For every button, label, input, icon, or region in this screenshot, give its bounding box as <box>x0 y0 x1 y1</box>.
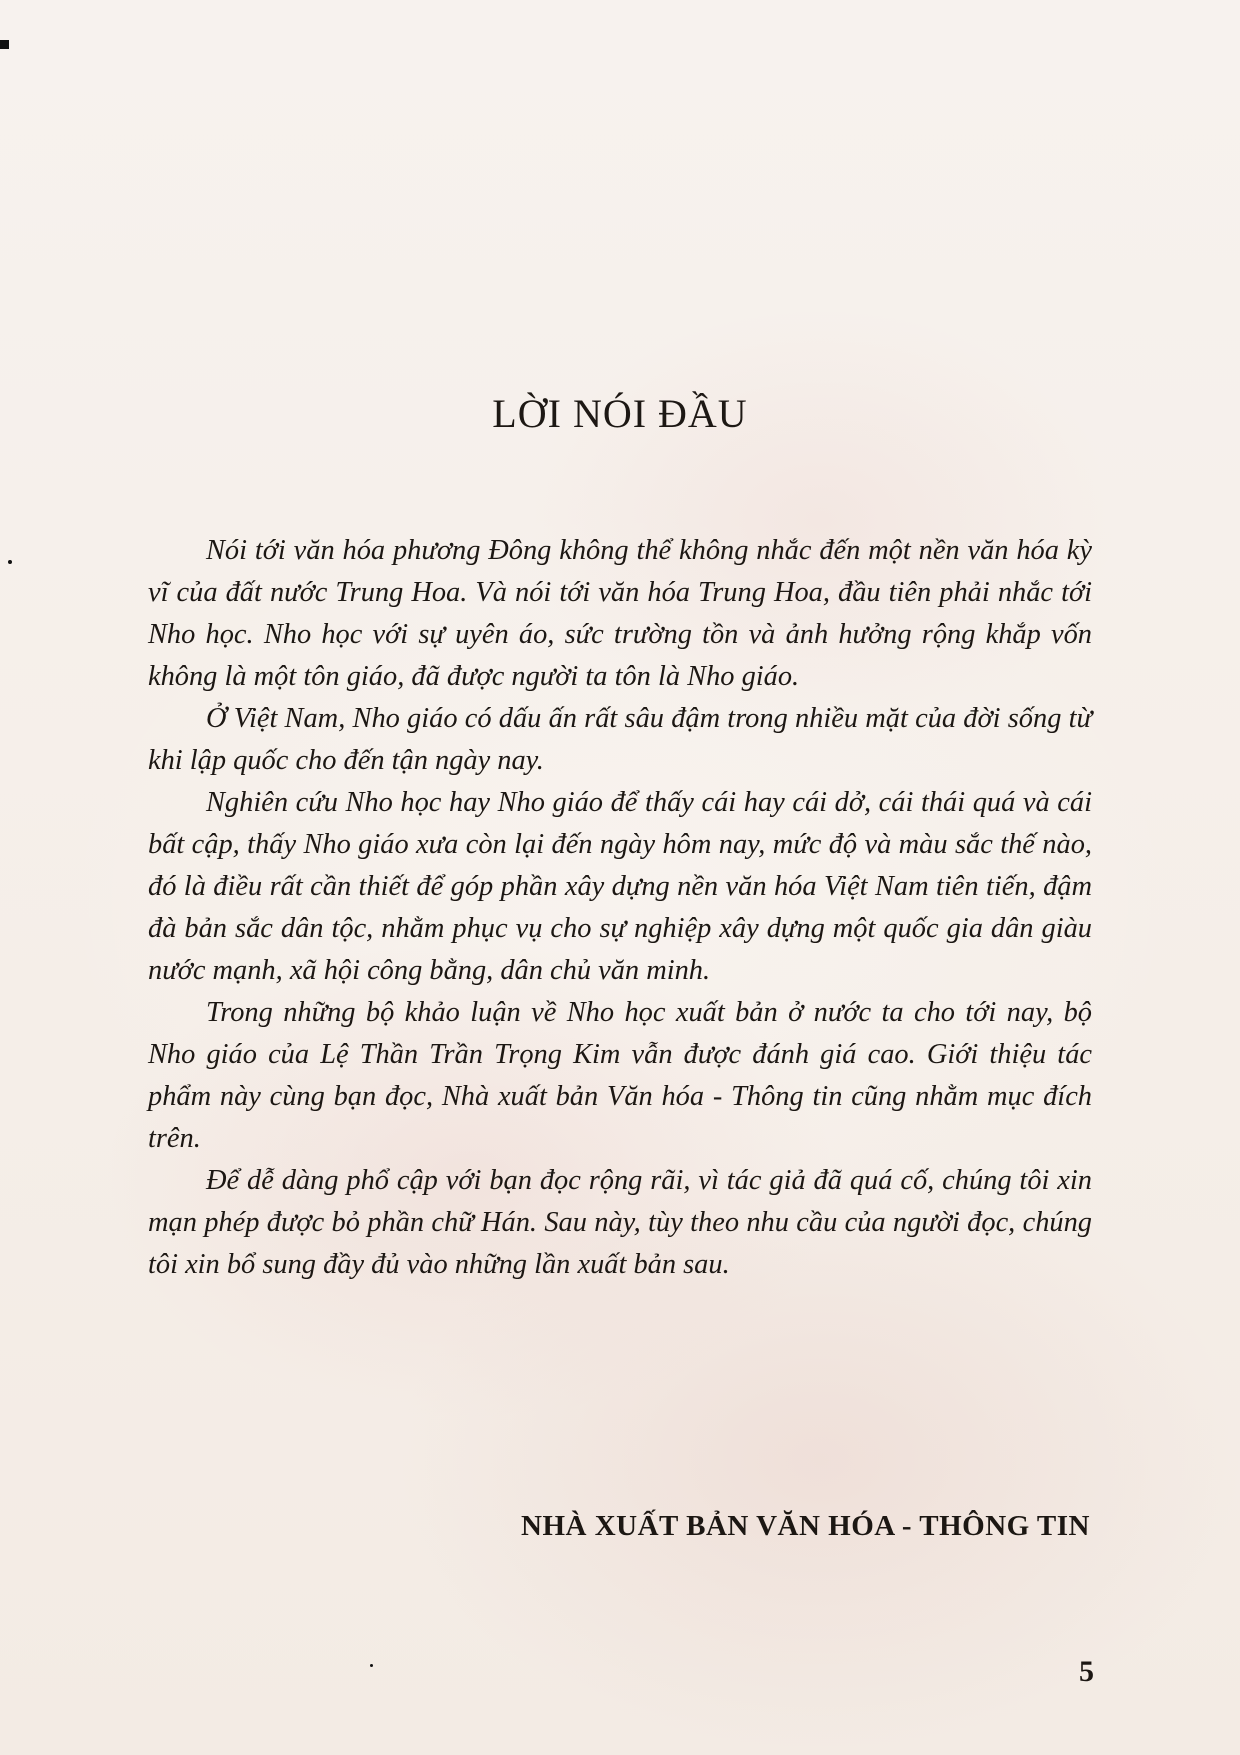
paragraph: Nghiên cứu Nho học hay Nho giáo để thấy cái hay cái dở, cái thái quá và cái bất cập, thấy Nho giáo xưa còn lại đến ngày hôm nay, mức độ và màu sắc thế nào, đó là điều rất cần thiết để góp phần xây dựng nền văn hóa Việt Nam tiên tiến, đậm đà bản sắc dân tộc, nhằm phục vụ cho sự nghiệp xây dựng một quốc gia dân giàu nước mạnh, xã hội công bằng, dân chủ văn minh. <box>148 787 1092 986</box>
publisher-signature: NHÀ XUẤT BẢN VĂN HÓA - THÔNG TIN <box>521 1510 1090 1542</box>
paragraph: Để dễ dàng phổ cập với bạn đọc rộng rãi, vì tác giả đã quá cố, chúng tôi xin mạn phép được bỏ phần chữ Hán. Sau này, tùy theo nhu cầu của người đọc, chúng tôi xin bổ sung đầy đủ vào những lần xuất bản sau. <box>148 1165 1092 1280</box>
scan-mark <box>0 40 9 49</box>
page-title: LỜI NÓI ĐẦU <box>492 391 748 436</box>
scan-mark <box>370 1664 373 1667</box>
page-number: 5 <box>1079 1655 1094 1688</box>
scan-mark <box>8 560 12 564</box>
paragraph: Nói tới văn hóa phương Đông không thể không nhắc đến một nền văn hóa kỳ vĩ của đất nước Trung Hoa. Và nói tới văn hóa Trung Hoa, đầu tiên phải nhắc tới Nho học. Nho học với sự uyên áo, sức trường tồn và ảnh hưởng rộng khắp vốn không là một tôn giáo, đã được người ta tôn là Nho giáo. <box>148 535 1092 692</box>
paragraph: Ở Việt Nam, Nho giáo có dấu ấn rất sâu đậm trong nhiều mặt của đời sống từ khi lập quốc cho đến tận ngày nay. <box>148 703 1092 776</box>
preface-body <box>148 530 1092 1286</box>
paragraph: Trong những bộ khảo luận về Nho học xuất bản ở nước ta cho tới nay, bộ Nho giáo của Lệ Thần Trần Trọng Kim vẫn được đánh giá cao. Giới thiệu tác phẩm này cùng bạn đọc, Nhà xuất bản Văn hóa - Thông tin cũng nhằm mục đích trên. <box>148 997 1092 1154</box>
